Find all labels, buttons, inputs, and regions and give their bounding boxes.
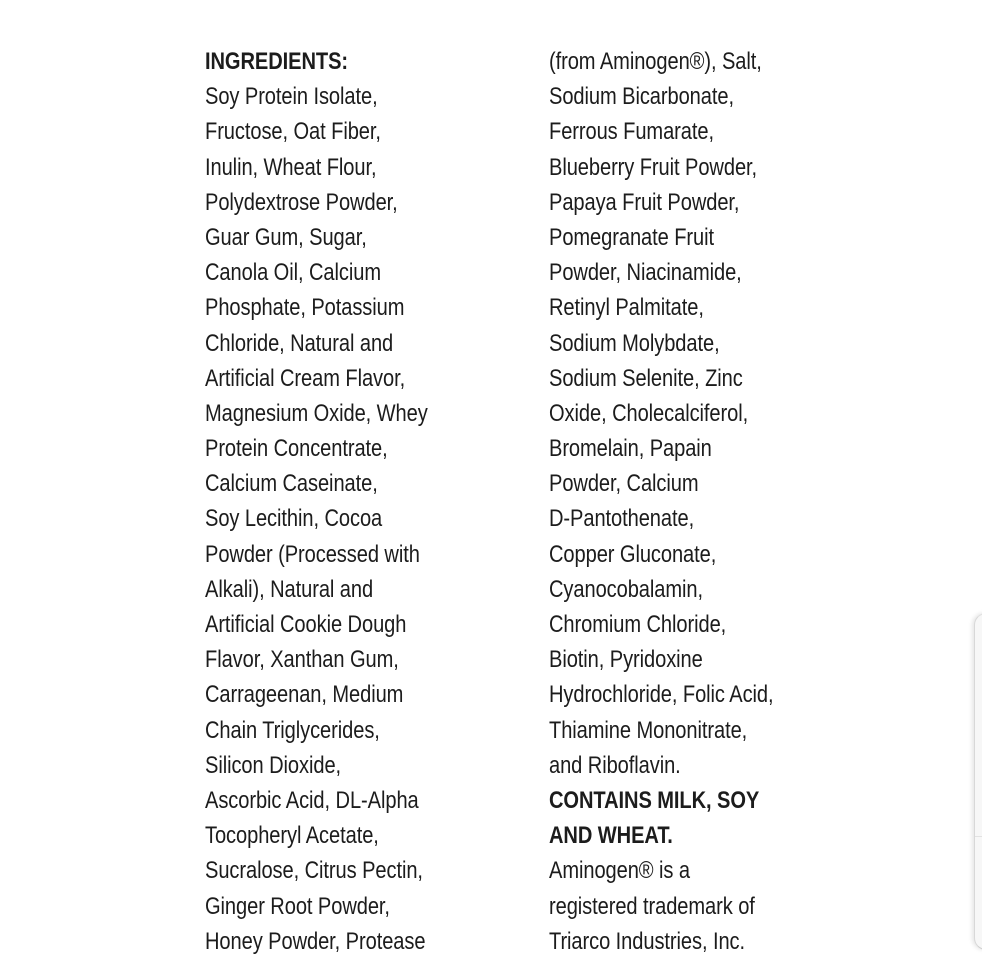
ingredient-line: Thiamine Mononitrate, xyxy=(549,716,748,744)
ingredient-line: and Riboflavin. xyxy=(549,751,681,779)
side-drawer-handle[interactable] xyxy=(974,613,982,950)
allergen-statement: AND WHEAT. xyxy=(549,822,673,850)
ingredient-line: Ascorbic Acid, DL-Alpha xyxy=(205,786,419,814)
ingredient-line: Tocopheryl Acetate, xyxy=(205,822,379,850)
ingredient-line: Flavor, Xanthan Gum, xyxy=(205,646,399,674)
ingredient-line: Artificial Cookie Dough xyxy=(205,611,407,638)
ingredient-line: Inulin, Wheat Flour, xyxy=(205,153,377,181)
ingredient-line: Protein Concentrate, xyxy=(205,435,388,463)
ingredient-line: Sodium Selenite, Zinc xyxy=(549,364,743,392)
ingredient-line: Phosphate, Potassium xyxy=(205,294,405,322)
drawer-divider xyxy=(975,836,982,837)
ingredient-line: Chain Triglycerides, xyxy=(205,716,380,744)
ingredient-line: Calcium Caseinate, xyxy=(205,470,378,498)
ingredient-line: Chromium Chloride, xyxy=(549,611,727,638)
ingredient-line: Biotin, Pyridoxine xyxy=(549,646,703,674)
trademark-note: Triarco Industries, Inc. xyxy=(549,927,746,955)
ingredient-line: Guar Gum, Sugar, xyxy=(205,223,367,251)
trademark-note: registered trademark of xyxy=(549,892,755,920)
ingredient-line: Powder, Calcium xyxy=(549,470,699,498)
ingredient-line: Cyanocobalamin, xyxy=(549,575,704,603)
ingredient-line: D-Pantothenate, xyxy=(549,505,695,533)
ingredient-line: (from Aminogen®), Salt, xyxy=(549,48,762,75)
ingredient-line: Ginger Root Powder, xyxy=(205,892,390,920)
ingredient-line: Bromelain, Papain xyxy=(549,435,712,463)
ingredient-line: Sodium Bicarbonate, xyxy=(549,83,734,111)
ingredient-line: Fructose, Oat Fiber, xyxy=(205,118,381,146)
ingredient-line: Blueberry Fruit Powder, xyxy=(549,153,758,181)
ingredient-line: Polydextrose Powder, xyxy=(205,188,398,216)
ingredient-line: Pomegranate Fruit xyxy=(549,223,714,251)
ingredient-line: Ferrous Fumarate, xyxy=(549,118,714,146)
ingredient-line: Sodium Molybdate, xyxy=(549,329,720,357)
ingredients-left-column xyxy=(205,44,477,959)
ingredient-line: Soy Protein Isolate, xyxy=(205,83,378,111)
ingredient-line: Carrageenan, Medium xyxy=(205,681,404,709)
ingredient-line: Copper Gluconate, xyxy=(549,540,717,568)
ingredients-right-column xyxy=(549,44,823,959)
ingredient-line: Powder, Niacinamide, xyxy=(549,259,742,287)
ingredient-line: Oxide, Cholecalciferol, xyxy=(549,399,749,427)
ingredient-line: Powder (Processed with xyxy=(205,540,420,568)
ingredient-line: Honey Powder, Protease xyxy=(205,927,426,955)
ingredient-line: Hydrochloride, Folic Acid, xyxy=(549,681,774,709)
ingredient-line: Artificial Cream Flavor, xyxy=(205,364,406,392)
ingredient-line: Canola Oil, Calcium xyxy=(205,259,381,287)
ingredient-line: Soy Lecithin, Cocoa xyxy=(205,505,383,533)
allergen-statement: CONTAINS MILK, SOY xyxy=(549,786,760,814)
ingredient-line: Silicon Dioxide, xyxy=(205,751,342,779)
ingredient-line: Alkali), Natural and xyxy=(205,575,374,603)
ingredients-heading: INGREDIENTS: xyxy=(205,48,349,75)
trademark-note: Aminogen® is a xyxy=(549,857,690,885)
ingredient-line: Papaya Fruit Powder, xyxy=(549,188,740,216)
ingredient-line: Magnesium Oxide, Whey xyxy=(205,399,428,427)
ingredient-line: Sucralose, Citrus Pectin, xyxy=(205,857,423,885)
ingredient-line: Retinyl Palmitate, xyxy=(549,294,704,322)
ingredient-line: Chloride, Natural and xyxy=(205,329,394,357)
